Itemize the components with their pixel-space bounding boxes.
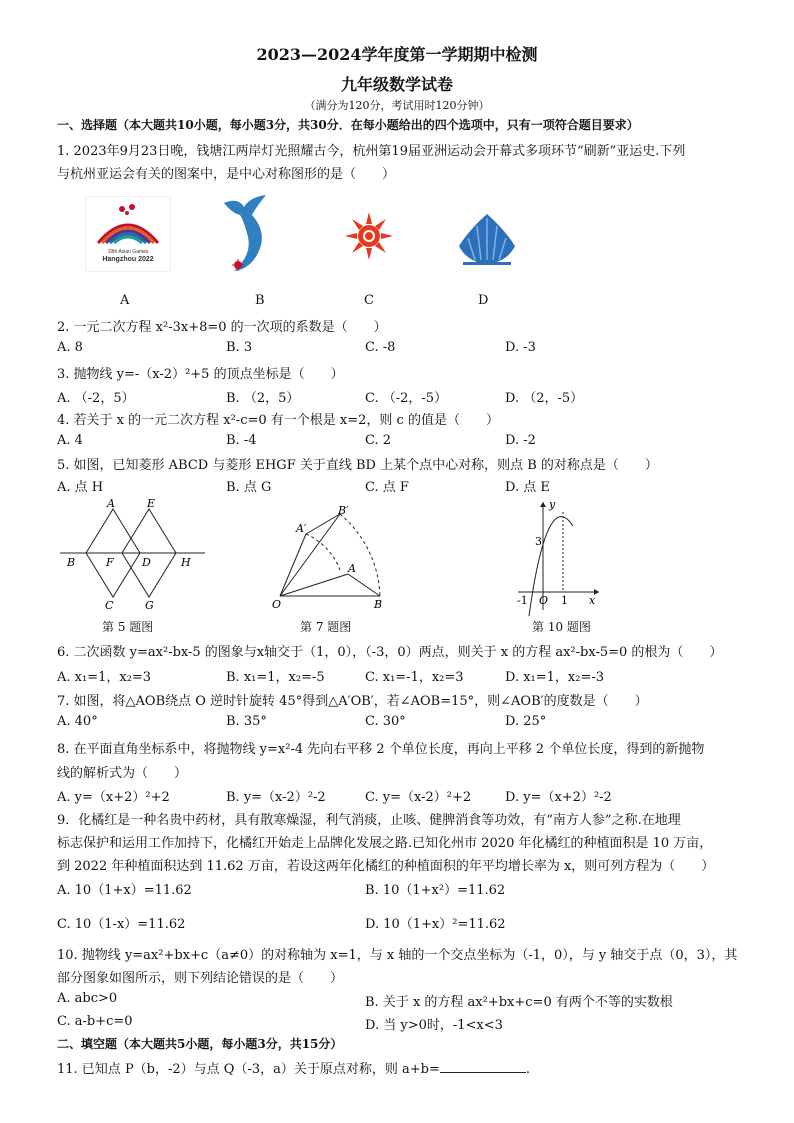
q8-option-c[interactable]: C. y=（x-2）²+2	[365, 790, 472, 805]
figure-10-caption: 第 10 题图	[532, 620, 591, 634]
section-choice-heading: 一、选择题（本大题共10小题，每小题3分，共30分．在每小题给出的四个选项中，只有一项符合题目要求）	[57, 118, 639, 132]
q1-label-c: C	[364, 293, 374, 308]
q8-line1: 8. 在平面直角坐标系中，将抛物线 y=x²-4 先向右平移 2 个单位长度，再向上平移 2 个单位长度，得到的新抛物	[57, 742, 705, 757]
q9-option-b[interactable]: B. 10（1+x²）=11.62	[365, 883, 506, 898]
q5-option-b[interactable]: B. 点 G	[226, 480, 272, 495]
q6-option-a[interactable]: A. x₁=1，x₂=3	[57, 670, 152, 685]
figure-5-caption: 第 5 题图	[102, 620, 154, 634]
q10-option-c[interactable]: C. a-b+c=0	[57, 1014, 133, 1029]
q8-option-b[interactable]: B. y=（x-2）²-2	[226, 790, 326, 805]
fig10-label-o: O	[539, 594, 549, 607]
q4-option-c[interactable]: C. 2	[365, 433, 392, 448]
q9-line2: 标志保护和运用工作加持下，化橘红开始走上品牌化发展之路.已知化州市 2020 年化橘红的种植面积是 10 万亩，	[57, 836, 713, 851]
asian-games-logo-image	[85, 196, 171, 272]
q11-stem: 11. 已知点 P（b，-2）与点 Q（-3，a）关于原点对称，则 a+b=	[57, 1062, 440, 1077]
fig10-label-3: 3	[535, 535, 542, 548]
q7-option-c[interactable]: C. 30°	[365, 714, 406, 729]
q1-line2: 与杭州亚运会有关的图案中，是中心对称图形的是（ ）	[57, 167, 396, 182]
q11-tail: .	[525, 1062, 531, 1077]
q10-option-d[interactable]: D. 当 y>0时，-1<x<3	[365, 1018, 503, 1033]
fig7-label-b-prime: B′	[338, 504, 349, 517]
exam-note: （满分为120分，考试用时120分钟）	[304, 99, 490, 112]
q1-label-d: D	[478, 293, 489, 308]
q5-stem: 5. 如图，已知菱形 ABCD 与菱形 EHGF 关于直线 BD 上某个点中心对称，则点 B 的对称点是（ ）	[57, 458, 658, 473]
figure-7-caption: 第 7 题图	[300, 620, 352, 634]
q5-option-d[interactable]: D. 点 E	[505, 480, 550, 495]
logo-text-line1: 19th Asian Games	[107, 249, 149, 255]
q3-option-c[interactable]: C. （-2，-5）	[365, 391, 448, 406]
lotus-emblem-image	[455, 212, 519, 268]
q4-option-a[interactable]: A. 4	[57, 433, 83, 448]
fig5-label-d: D	[142, 556, 151, 569]
fig7-label-o: O	[272, 598, 282, 611]
fig5-label-g: G	[145, 599, 154, 612]
q5-option-c[interactable]: C. 点 F	[365, 480, 409, 495]
q4-option-b[interactable]: B. -4	[226, 433, 257, 448]
fig5-label-c: C	[105, 599, 114, 612]
q8-option-a[interactable]: A. y=（x+2）²+2	[57, 790, 170, 805]
q7-option-a[interactable]: A. 40°	[57, 714, 98, 729]
q9-option-a[interactable]: A. 10（1+x）=11.62	[57, 883, 192, 898]
fig10-label-y: y	[549, 498, 556, 511]
q4-option-d[interactable]: D. -2	[505, 433, 536, 448]
q3-option-d[interactable]: D. （2，-5）	[505, 391, 584, 406]
q2-option-c[interactable]: C. -8	[365, 340, 396, 355]
exam-title: 2023—2024学年度第一学期期中检测	[256, 45, 538, 64]
whale-figure-image	[222, 193, 282, 273]
q6-stem: 6. 二次函数 y=ax²-bx-5 的图象与x轴交于（1，0），（-3，0）两点，则关于 x 的方程 ax²-bx-5=0 的根为（ ）	[57, 645, 723, 660]
figure-5-rhombus-diagram	[55, 495, 215, 615]
q1-line1: 1. 2023年9月23日晚，钱塘江两岸灯光照耀古今，杭州第19届亚洲运动会开幕式多项环节“刷新”亚运史.下列	[57, 144, 686, 159]
q10-line2: 部分图象如图所示，则下列结论错误的是（ ）	[57, 971, 344, 986]
q10-option-a[interactable]: A. abc>0	[57, 991, 118, 1006]
fig5-label-h: H	[181, 556, 191, 569]
q8-line2: 线的解析式为（ ）	[57, 766, 188, 781]
fig7-label-b: B	[374, 598, 383, 611]
logo-text-line2: Hangzhou 2022	[102, 256, 154, 263]
q3-stem: 3. 抛物线 y=-（x-2）²+5 的顶点坐标是（ ）	[57, 367, 344, 382]
q4-stem: 4. 若关于 x 的一元二次方程 x²-c=0 有一个根是 x=2，则 c 的值是（ ）	[57, 413, 499, 428]
fig5-label-f: F	[106, 556, 114, 569]
q10-option-b[interactable]: B. 关于 x 的方程 ax²+bx+c=0 有两个不等的实数根	[365, 995, 673, 1010]
q2-option-b[interactable]: B. 3	[226, 340, 253, 355]
q9-option-c[interactable]: C. 10（1-x）=11.62	[57, 917, 186, 932]
figure-7-rotation-diagram	[268, 500, 408, 616]
fig5-label-e: E	[147, 497, 156, 510]
q6-option-c[interactable]: C. x₁=-1，x₂=3	[365, 670, 464, 685]
q6-option-b[interactable]: B. x₁=1，x₂=-5	[226, 670, 325, 685]
q1-label-a: A	[120, 293, 130, 308]
q11-answer-blank[interactable]	[440, 1059, 526, 1073]
q11-row	[57, 1058, 530, 1077]
exam-subtitle: 九年级数学试卷	[340, 75, 453, 94]
fig7-label-a: A	[348, 562, 356, 575]
fig5-label-a: A	[107, 497, 115, 510]
q3-option-b[interactable]: B. （2，5）	[226, 391, 300, 406]
q2-option-d[interactable]: D. -3	[505, 340, 536, 355]
q3-option-a[interactable]: A. （-2，5）	[57, 391, 135, 406]
q1-label-b: B	[255, 293, 265, 308]
q7-option-d[interactable]: D. 25°	[505, 714, 547, 729]
q9-line3: 到 2022 年种植面积达到 11.62 万亩，若设这两年化橘红的种植面积的年平均增长率为 x，则可列方程为（ ）	[57, 859, 715, 874]
q8-option-d[interactable]: D. y=（x+2）²-2	[505, 790, 612, 805]
q9-option-d[interactable]: D. 10（1+x）²=11.62	[365, 917, 506, 932]
q5-option-a[interactable]: A. 点 H	[57, 480, 104, 495]
q10-line1: 10. 抛物线 y=ax²+bx+c（a≠0）的对称轴为 x=1，与 x 轴的一个交点坐标为（-1，0），与 y 轴交于点（0，3），其	[57, 948, 738, 963]
section-fill-heading: 二、填空题（本大题共5小题，每小题3分，共15分）	[57, 1037, 343, 1051]
q7-option-b[interactable]: B. 35°	[226, 714, 267, 729]
q7-stem: 7. 如图，将△AOB绕点 O 逆时针旋转 45°得到△A′OB′，若∠AOB=15°，则∠AOB′的度数是（ ）	[57, 694, 648, 709]
fig10-label-1: 1	[561, 594, 568, 607]
fig7-label-a-prime: A′	[296, 522, 307, 535]
fig5-label-b: B	[67, 556, 76, 569]
figure-10-parabola-graph	[513, 498, 603, 614]
q2-stem: 2. 一元二次方程 x²-3x+8=0 的一次项的系数是（ ）	[57, 320, 387, 335]
q9-line1: 9．化橘红是一种名贵中药材，具有散寒燥湿，利气消痰，止咳、健脾消食等功效，有“南方人参”之称.在地理	[57, 813, 681, 828]
sun-emblem-image	[344, 211, 394, 261]
q6-option-d[interactable]: D. x₁=1，x₂=-3	[505, 670, 605, 685]
q2-option-a[interactable]: A. 8	[57, 340, 83, 355]
fig10-label-x: x	[589, 594, 596, 607]
fig10-label-minus1: -1	[517, 594, 528, 607]
